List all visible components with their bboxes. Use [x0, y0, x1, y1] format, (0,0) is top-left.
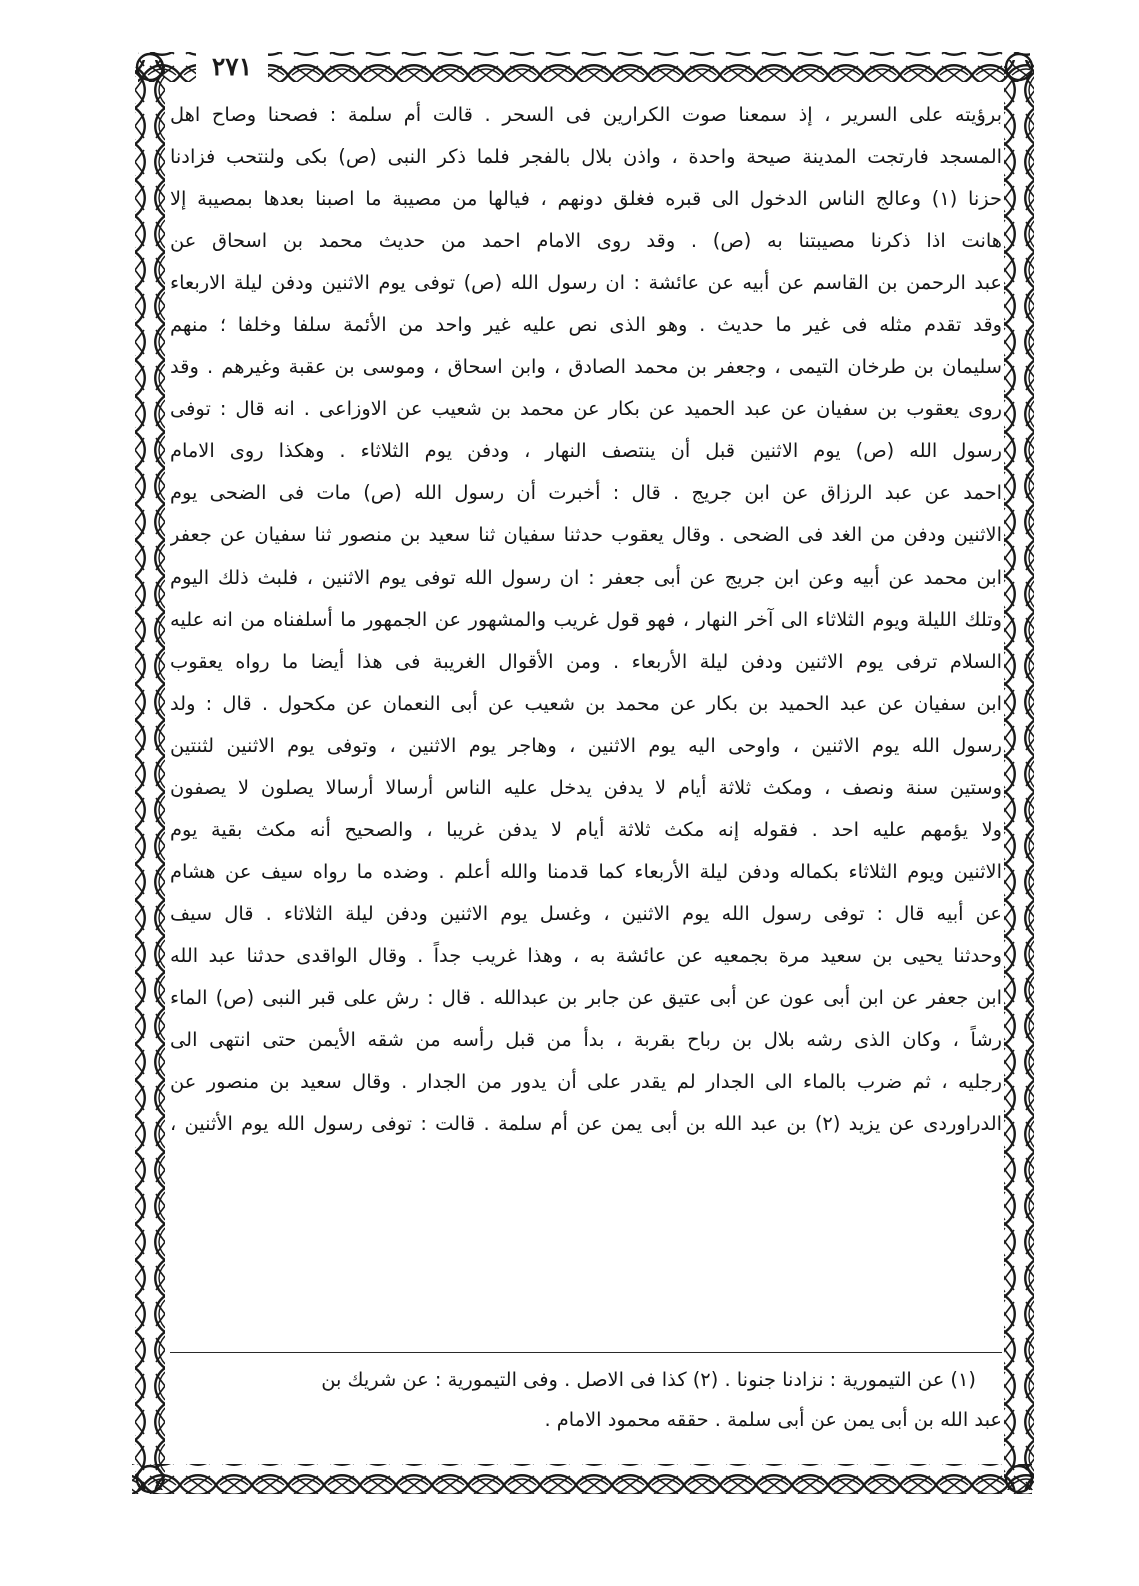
text-line: رسول الله يوم الاثنين ، واوحى اليه يوم الاثنين ، وهاجر يوم الاثنين ، وتوفى يوم الاثنين لثنتين — [170, 733, 1002, 757]
text-line: الاثنين ويوم الثلاثاء بكماله ودفن ليلة الأربعاء كما قدمنا والله أعلم . وضده ما رواه سيف عن هشام — [170, 859, 1002, 883]
text-line: روى يعقوب بن سفيان عن عبد الحميد عن بكار عن محمد بن شعيب عن الاوزاعى . انه قال : توفى — [170, 397, 1002, 421]
text-line: وقد تقدم مثله فى غير ما حديث . وهو الذى نص عليه غير واحد من الأئمة سلفا وخلفا ؛ منهم — [170, 313, 1002, 337]
text-line: حزنا (١) وعالج الناس الدخول الى قبره فغلق دونهم ، فيالها من مصيبة ما اصبنا بعدها بمصيبة إلا — [170, 187, 1002, 211]
text-line: وحدثنا يحيى بن سعيد مرة بجمعيه عن عائشة به ، وهذا غريب جداً . وقال الواقدى حدثنا عبد الله — [170, 943, 1002, 967]
text-line: وستين سنة ونصف ، ومكث ثلاثة أيام لا يدفن يدخل عليه الناس أرسالا أرسالا يصلون لا يصفون — [170, 775, 1002, 799]
footnote-separator — [170, 1352, 1002, 1353]
text-line: السلام ترفى يوم الاثنين ودفن ليلة الأربعاء . ومن الأقوال الغريبة فى هذا أيضا ما رواه يعقوب — [170, 649, 1002, 673]
text-line: المسجد فارتجت المدينة صيحة واحدة ، واذن بلال بالفجر فلما ذكر النبى (ص) بكى ولنتحب فزادنا — [170, 145, 1002, 169]
text-line: رشاً ، وكان الذى رشه بلال بن رباح بقربة ، بدأ من قبل رأسه من شقه الأيمن حتى انتهى الى — [170, 1028, 1002, 1052]
text-line: احمد عن عبد الرزاق عن ابن جريج . قال : أخبرت أن رسول الله (ص) مات فى الضحى يوم — [170, 481, 1002, 505]
text-line: وتلك الليلة ويوم الثلاثاء الى آخر النهار ، فهو قول غريب والمشهور عن الجمهور ما أسلفناه من انه عليه — [170, 607, 1002, 631]
text-line: سليمان بن طرخان التيمى ، وجعفر بن محمد الصادق ، وابن اسحاق ، وموسى بن عقبة وغيرهم . وقد — [170, 355, 1002, 379]
text-line: ولا يؤمهم عليه احد . فقوله إنه مكث ثلاثة أيام لا يدفن غريبا ، والصحيح أنه مكث بقية يوم — [170, 817, 1002, 841]
footnote-line: (١) عن التيمورية : نزادنا جنونا . (٢) كذا فى الاصل . وفى التيمورية : عن شريك بن — [321, 1368, 976, 1391]
text-line: رسول الله (ص) يوم الاثنين قبل أن ينتصف النهار ، ودفن يوم الثلاثاء . وهكذا روى الامام — [170, 439, 1002, 463]
text-line: ابن سفيان عن عبد الحميد بن بكار عن محمد بن شعيب عن أبى النعمان عن مكحول . قال : ولد — [170, 691, 1002, 715]
footnotes-block — [170, 1360, 1002, 1440]
text-line: هانت اذا ذكرنا مصيبتنا به (ص) . وقد روى الامام احمد من حديث محمد بن اسحاق عن — [170, 229, 1002, 253]
text-line: رجليه ، ثم ضرب بالماء الى الجدار لم يقدر على أن يدور من الجدار . وقال سعيد بن منصور عن — [170, 1070, 1002, 1094]
text-line: ابن جعفر عن ابن أبى عون عن أبى عتيق عن جابر بن عبدالله . قال : رش على قبر النبى (ص) الماء — [170, 985, 1002, 1009]
footnote-line: عبد الله بن أبى يمن عن أبى سلمة . حققه محمود الامام . — [544, 1408, 1002, 1431]
text-line: عن أبيه قال : توفى رسول الله يوم الاثنين ، وغسل يوم الاثنين ودفن ليلة الثلاثاء . قال سيف — [170, 901, 1002, 925]
text-line: ابن محمد عن أبيه وعن ابن جريج عن أبى جعفر : ان رسول الله توفى يوم الاثنين ، فلبث ذلك اليوم — [170, 565, 1002, 589]
text-line: الاثنين ودفن من الغد فى الضحى . وقال يعقوب حدثنا سفيان ثنا سعيد بن منصور ثنا سفيان عن جعفر — [170, 523, 1002, 547]
main-text-block — [170, 94, 1002, 1145]
page-number: ٢٧١ — [196, 50, 268, 84]
text-line: الدراوردى عن يزيد (٢) بن عبد الله بن أبى يمن عن أم سلمة . قالت : توفى رسول الله يوم الأثنين ، — [170, 1112, 1002, 1136]
text-line: عبد الرحمن بن القاسم عن أبيه عن عائشة : ان رسول الله (ص) توفى يوم الاثنين ودفن ليلة الاربعاء — [170, 271, 1002, 295]
text-line: برؤيته على السرير ، إذ سمعنا صوت الكرارين فى السحر . قالت أم سلمة : فصحنا وصاح اهل — [170, 103, 1002, 126]
